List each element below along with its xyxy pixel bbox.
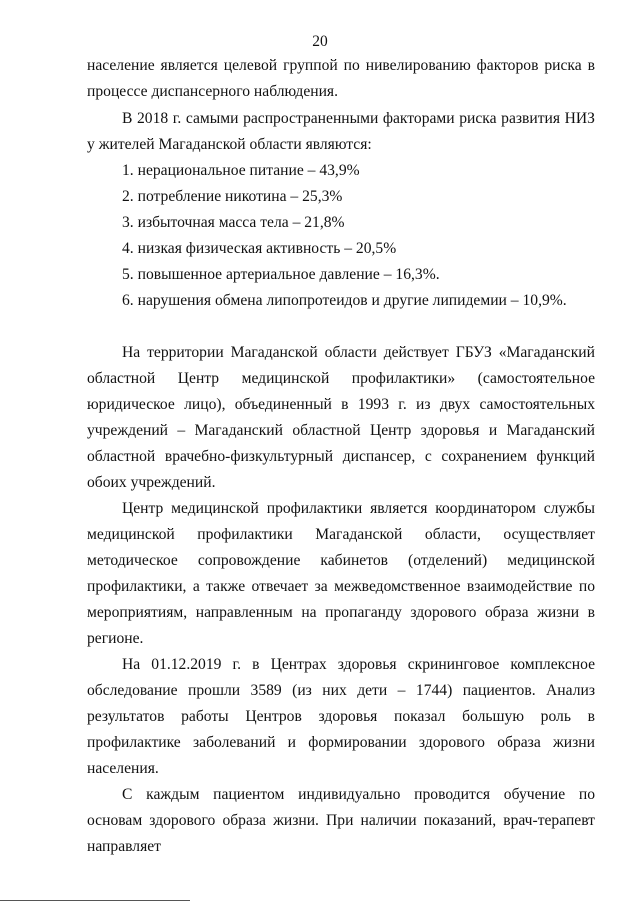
- document-body: [87, 53, 595, 860]
- list-item: 2. потребление никотина – 25,3%: [122, 188, 343, 205]
- paragraph-center-description: На территории Магаданской области действует ГБУЗ «Магаданский областной Центр медицинской профилактики» (самостоятельное юридическое лицо), объединенный в 1993 г. из двух самостоятельных учреждений – Магаданский областной Центр здоровья и Магаданский областной врачебно-физкультурный диспансер, с сохранением функций обоих учреждений.: [87, 344, 595, 491]
- paragraph-risk-intro: В 2018 г. самыми распространенными факторами риска развития НИЗ у жителей Магаданской области являются:: [87, 110, 595, 153]
- page-number: 20: [312, 33, 328, 50]
- list-item: 6. нарушения обмена липопротеидов и другие липидемии – 10,9%.: [122, 292, 567, 309]
- paragraph-patient-training: С каждым пациентом индивидуально проводится обучение по основам здорового образа жизни. При наличии показаний, врач-терапевт направляет: [87, 786, 595, 855]
- list-item: 4. низкая физическая активность – 20,5%: [122, 240, 397, 257]
- risk-factor-list: [87, 158, 595, 314]
- paragraph-center-coordinator: Центр медицинской профилактики является координатором службы медицинской профилактики Магаданской области, осуществляет методическое сопровождение кабинетов (отделений) медицинской профилактики, а также отвечает за межведомственное взаимодействие по мероприятиям, направленным на пропаганду здорового образа жизни в регионе.: [87, 500, 595, 647]
- list-item: 1. нерациональное питание – 43,9%: [122, 162, 360, 179]
- list-item: 5. повышенное артериальное давление – 16,3%.: [122, 266, 440, 283]
- paragraph-screening-stats: На 01.12.2019 г. в Центрах здоровья скрининговое комплексное обследование прошли 3589 (из них дети – 1744) пациентов. Анализ результатов работы Центров здоровья показал большую роль в профилактике заболеваний и формировании здорового образа жизни населения.: [87, 656, 595, 777]
- footer-divider: [0, 900, 190, 901]
- paragraph-continuation: население является целевой группой по нивелированию факторов риска в процессе диспансерного наблюдения.: [87, 57, 595, 100]
- list-item: 3. избыточная масса тела – 21,8%: [122, 214, 345, 231]
